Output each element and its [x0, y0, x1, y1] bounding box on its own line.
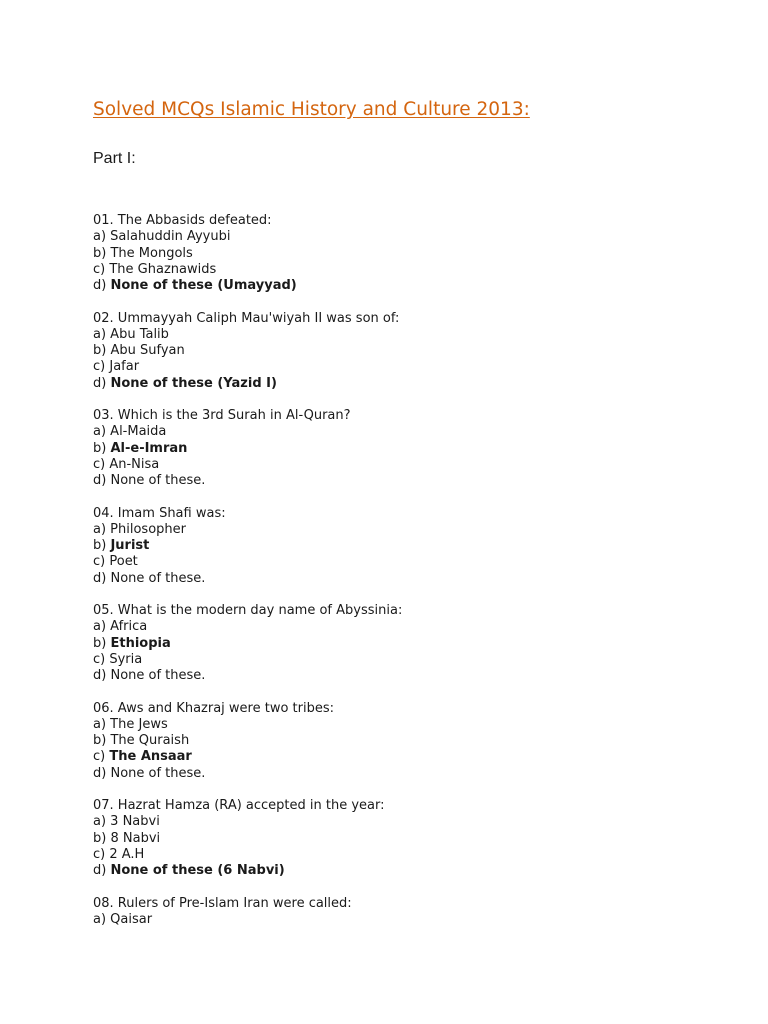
answer-option — [93, 619, 733, 635]
answer-option — [93, 766, 733, 782]
answer-option — [93, 554, 733, 570]
option-prefix: a) — [93, 814, 111, 830]
answer-option — [93, 652, 733, 668]
option-text: Abu Sufyan — [110, 343, 185, 358]
option-text: Syria — [109, 651, 143, 667]
option-prefix: c) — [93, 261, 110, 277]
question-list — [93, 213, 733, 928]
option-prefix: a) — [93, 521, 111, 537]
option-prefix: d) — [93, 668, 111, 683]
answer-option — [93, 733, 733, 749]
document-page — [93, 97, 733, 944]
option-text: None of these. — [110, 570, 206, 586]
option-text: Philosopher — [110, 521, 186, 537]
question-block — [93, 213, 733, 294]
correct-answer-text: Al-e-Imran — [110, 440, 188, 456]
correct-answer-text: None of these (Yazid I) — [110, 375, 277, 391]
question-block — [93, 701, 733, 782]
option-prefix: b) — [93, 733, 111, 748]
option-prefix: b) — [93, 830, 111, 846]
answer-option — [93, 457, 733, 473]
option-text: Poet — [109, 554, 138, 570]
option-prefix: b) — [93, 538, 111, 553]
option-text: Salahuddin Ayyubi — [110, 229, 231, 245]
correct-answer-text: None of these (6 Nabvi) — [110, 863, 285, 878]
answer-option — [93, 473, 733, 489]
option-prefix: a) — [93, 326, 111, 342]
answer-option — [93, 538, 733, 554]
option-prefix: d) — [93, 473, 111, 488]
answer-option — [93, 668, 733, 684]
answer-option — [93, 749, 733, 765]
question-stem: 05. What is the modern day name of Abyssinia: — [93, 603, 403, 618]
option-prefix: c) — [93, 749, 110, 765]
answer-option — [93, 376, 733, 392]
answer-option — [93, 863, 733, 879]
option-text: The Ghaznawids — [109, 261, 217, 277]
answer-option — [93, 262, 733, 278]
question-block — [93, 408, 733, 489]
question-block — [93, 506, 733, 587]
option-prefix: a) — [93, 911, 111, 927]
question-block — [93, 798, 733, 879]
option-text: 8 Nabvi — [110, 830, 161, 846]
option-prefix: b) — [93, 343, 111, 358]
option-prefix: c) — [93, 651, 110, 667]
option-prefix: a) — [93, 229, 111, 245]
option-text: None of these. — [110, 668, 206, 683]
option-prefix: d) — [93, 375, 111, 391]
option-text: The Jews — [110, 716, 168, 732]
option-text: Abu Talib — [110, 326, 169, 342]
option-prefix: c) — [93, 359, 110, 375]
question-stem: 06. Aws and Khazraj were two tribes: — [93, 700, 335, 716]
option-prefix: b) — [93, 635, 111, 651]
correct-answer-text: Jurist — [110, 538, 150, 553]
answer-option — [93, 717, 733, 733]
part-heading: Part I: — [93, 150, 136, 167]
option-prefix: b) — [93, 440, 111, 456]
question-stem: 03. Which is the 3rd Surah in Al-Quran? — [93, 408, 351, 423]
document-title: Solved MCQs Islamic History and Culture 2013: — [93, 99, 530, 120]
option-prefix: a) — [93, 424, 111, 440]
answer-option — [93, 522, 733, 538]
option-prefix: d) — [93, 863, 111, 878]
answer-option — [93, 441, 733, 457]
answer-option — [93, 343, 733, 359]
answer-option — [93, 831, 733, 847]
correct-answer-text: The Ansaar — [109, 749, 192, 765]
question-block — [93, 896, 733, 929]
correct-answer-text: Ethiopia — [110, 635, 171, 651]
question-stem: 07. Hazrat Hamza (RA) accepted in the year: — [93, 798, 385, 813]
answer-option — [93, 278, 733, 294]
answer-option — [93, 424, 733, 440]
answer-option — [93, 847, 733, 863]
correct-answer-text: None of these (Umayyad) — [110, 278, 297, 293]
option-prefix: d) — [93, 570, 111, 586]
option-prefix: b) — [93, 245, 111, 261]
question-stem: 01. The Abbasids defeated: — [93, 213, 272, 228]
option-text: 3 Nabvi — [110, 814, 160, 830]
option-text: Africa — [110, 619, 148, 635]
answer-option — [93, 571, 733, 587]
option-text: Qaisar — [110, 911, 153, 927]
option-prefix: d) — [93, 278, 111, 293]
option-prefix: d) — [93, 765, 111, 781]
option-text: The Mongols — [110, 245, 193, 261]
question-stem: 04. Imam Shafi was: — [93, 505, 226, 521]
option-prefix: a) — [93, 619, 111, 635]
answer-option — [93, 359, 733, 375]
option-prefix: c) — [93, 554, 110, 570]
answer-option — [93, 229, 733, 245]
option-text: An-Nisa — [109, 456, 160, 472]
option-prefix: c) — [93, 456, 110, 472]
option-text: None of these. — [110, 473, 206, 488]
question-block — [93, 603, 733, 684]
question-stem: 02. Ummayyah Caliph Mau'wiyah II was son of: — [93, 310, 400, 326]
option-text: 2 A.H — [109, 846, 145, 862]
option-text: Jafar — [109, 359, 140, 375]
answer-option — [93, 814, 733, 830]
answer-option — [93, 327, 733, 343]
question-stem: 08. Rulers of Pre-Islam Iran were called: — [93, 895, 352, 911]
option-text: The Quraish — [110, 733, 190, 748]
option-text: Al-Maida — [110, 424, 167, 440]
option-prefix: c) — [93, 846, 110, 862]
question-block — [93, 311, 733, 392]
option-prefix: a) — [93, 716, 111, 732]
answer-option — [93, 636, 733, 652]
answer-option — [93, 912, 733, 928]
answer-option — [93, 246, 733, 262]
option-text: None of these. — [110, 765, 206, 781]
